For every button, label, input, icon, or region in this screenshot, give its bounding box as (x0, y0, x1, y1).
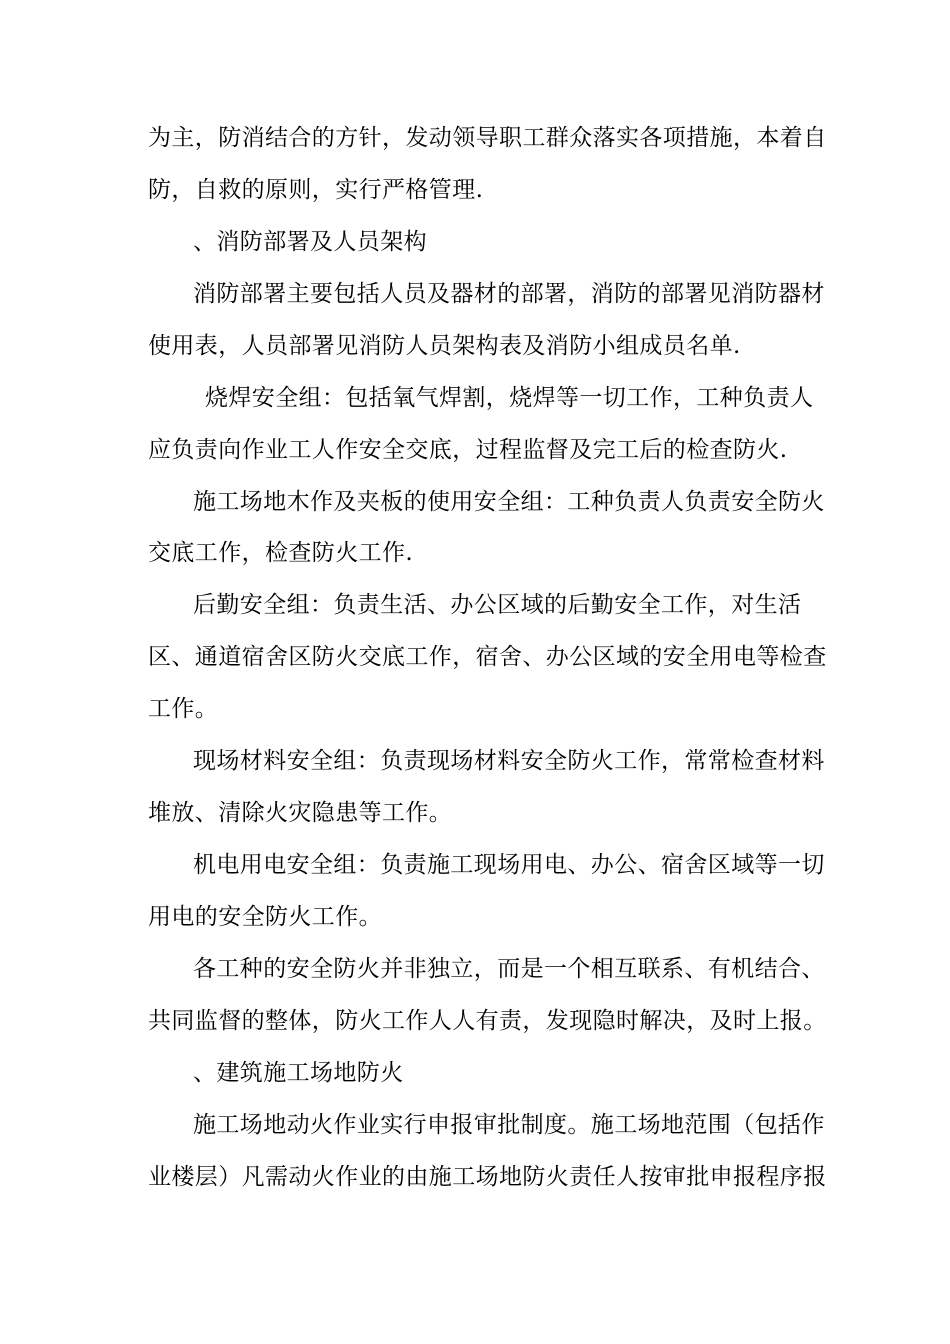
text-line: 各工种的安全防火并非独立，而是一个相互联系、有机结合、 (193, 956, 825, 982)
text-line: 为主，防消结合的方针，发动领导职工群众落实各项措施，本着自 (148, 125, 827, 151)
text-line: 共同监督的整体，防火工作人人有责，发现隐时解决，及时上报。 (148, 1008, 827, 1034)
text-line: 区、通道宿舍区防火交底工作，宿舍、办公区域的安全用电等检查 (148, 644, 827, 670)
section-heading: 、消防部署及人员架构 (193, 229, 427, 255)
section-heading: 、建筑施工场地防火 (193, 1060, 404, 1086)
text-line: 机电用电安全组：负责施工现场用电、办公、宿舍区域等一切 (193, 852, 825, 878)
text-line: 防，自救的原则，实行严格管理. (148, 177, 484, 203)
text-line: 施工场地木作及夹板的使用安全组：工种负责人负责安全防火 (193, 489, 825, 515)
text-line: 施工场地动火作业实行申报审批制度。施工场地范围（包括作 (193, 1112, 825, 1138)
text-line: 消防部署主要包括人员及器材的部署，消防的部署见消防器材 (193, 281, 825, 307)
text-line: 后勤安全组：负责生活、办公区域的后勤安全工作，对生活 (193, 592, 802, 618)
text-line: 用电的安全防火工作。 (148, 904, 382, 930)
text-line: 应负责向作业工人作安全交底，过程监督及完工后的检查防火. (148, 437, 788, 463)
text-line: 烧焊安全组：包括氧气焊割，烧焊等一切工作，工种负责人 (205, 385, 814, 411)
text-line: 工作。 (148, 696, 219, 722)
text-line: 交底工作，检查防火工作. (148, 540, 414, 566)
text-line: 使用表，人员部署见消防人员架构表及消防小组成员名单. (148, 333, 741, 359)
text-line: 现场材料安全组：负责现场材料安全防火工作，常常检查材料 (193, 748, 825, 774)
text-line: 业楼层）凡需动火作业的由施工场地防火责任人按审批申报程序报 (148, 1164, 827, 1190)
text-line: 堆放、清除火灾隐患等工作。 (148, 800, 453, 826)
